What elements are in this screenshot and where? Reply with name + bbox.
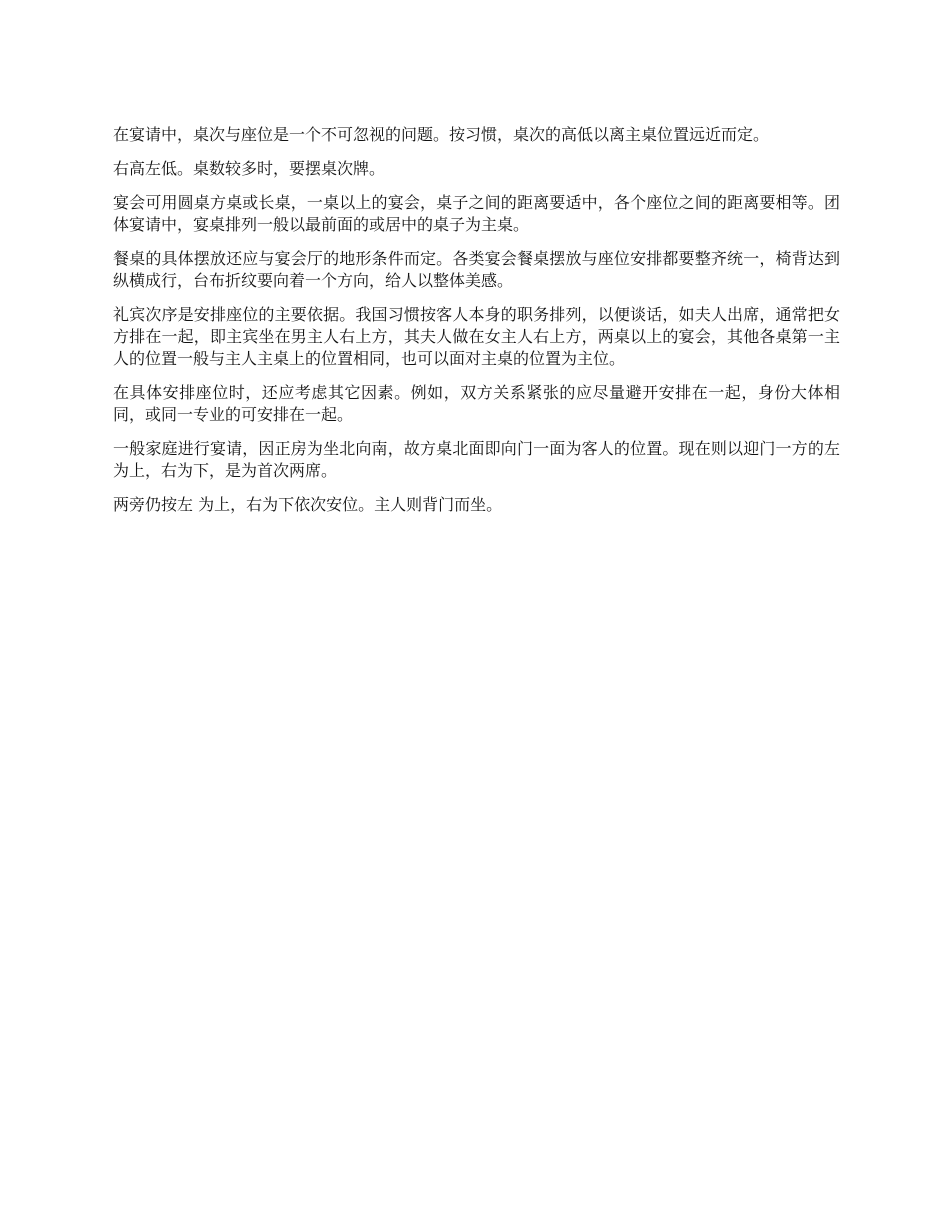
paragraph-4: 餐桌的具体摆放还应与宴会厅的地形条件而定。各类宴会餐桌摆放与座位安排都要整齐统一，椅背达到纵横成行，台布折纹要向着一个方向，给人以整体美感。 <box>113 249 840 290</box>
paragraph-6: 在具体安排座位时，还应考虑其它因素。例如，双方关系紧张的应尽量避开安排在一起，身份大体相同，或同一专业的可安排在一起。 <box>113 383 840 424</box>
paragraph-5: 礼宾次序是安排座位的主要依据。我国习惯按客人本身的职务排列，以便谈话，如夫人出席，通常把女方排在一起，即主宾坐在男主人右上方，其夫人做在女主人右上方，两桌以上的宴会，其他各桌第一主人的位置一般与主人主桌上的位置相同，也可以面对主桌的位置为主位。 <box>113 305 840 368</box>
paragraph-7: 一般家庭进行宴请，因正房为坐北向南，故方桌北面即向门一面为客人的位置。现在则以迎门一方的左为上，右为下，是为首次两席。 <box>113 439 840 480</box>
document-body <box>113 124 840 528</box>
paragraph-2: 右高左低。桌数较多时，要摆桌次牌。 <box>113 159 386 178</box>
paragraph-3: 宴会可用圆桌方桌或长桌，一桌以上的宴会，桌子之间的距离要适中，各个座位之间的距离要相等。团体宴请中，宴桌排列一般以最前面的或居中的桌子为主桌。 <box>113 193 840 234</box>
paragraph-8: 两旁仍按左 为上，右为下依次安位。主人则背门而坐。 <box>113 495 503 514</box>
paragraph-1: 在宴请中，桌次与座位是一个不可忽视的问题。按习惯，桌次的高低以离主桌位置远近而定。 <box>113 125 770 144</box>
